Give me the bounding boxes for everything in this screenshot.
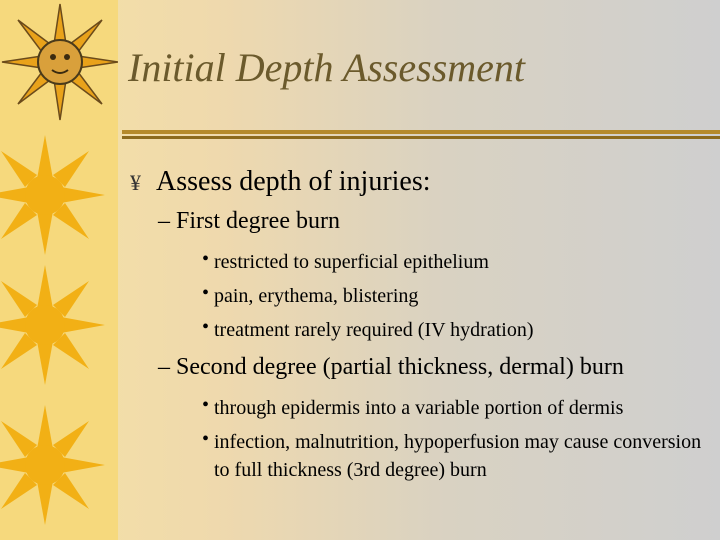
list-item-text: through epidermis into a variable portion of dermis xyxy=(214,397,624,419)
main-bullet-symbol: ¥ xyxy=(130,170,141,195)
sun-icon xyxy=(0,130,118,260)
main-bullet xyxy=(130,166,431,198)
sub-bullet-symbol: • xyxy=(202,394,210,416)
sun-icon xyxy=(0,390,118,540)
section-heading-first-degree: – First degree burn xyxy=(158,208,340,234)
list-item-text: pain, erythema, blistering xyxy=(214,285,419,307)
sub-bullet-symbol: • xyxy=(202,316,210,338)
section-heading-second-degree: – Second degree (partial thickness, dermal) burn xyxy=(158,354,624,380)
list-item-text: treatment rarely required (IV hydration) xyxy=(214,319,534,341)
title-divider xyxy=(122,130,720,140)
slide-title: Initial Depth Assessment xyxy=(128,45,526,90)
divider-line-bottom xyxy=(122,136,720,139)
list-item-text: restricted to superficial epithelium xyxy=(214,251,489,273)
sub-bullet-symbol: • xyxy=(202,428,210,450)
sub-bullet-symbol: • xyxy=(202,282,210,304)
list-item-text: infection, malnutrition, hypoperfusion may cause conversion to full thickness (3rd degree) burn xyxy=(214,431,702,481)
sun-face-icon xyxy=(0,0,118,130)
main-bullet-text: Assess depth of injuries: xyxy=(156,166,431,197)
sub-bullet-symbol: • xyxy=(202,248,210,270)
sun-icon xyxy=(0,260,118,390)
divider-line-top xyxy=(122,130,720,134)
